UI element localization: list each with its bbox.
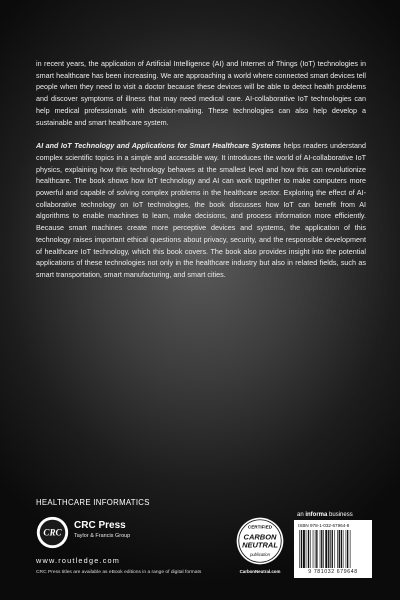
- publisher-name: CRC Press: [74, 520, 126, 531]
- back-cover-description: [36, 58, 366, 293]
- informa-business-label: [297, 512, 353, 518]
- badge-main-line1: CARBON: [243, 532, 277, 542]
- informa-prefix: an: [297, 512, 306, 518]
- crc-press-logo: [36, 516, 69, 549]
- ebook-note: CRC Press titles are available as eBook editions in a range of digital formats: [36, 570, 202, 575]
- badge-main-line2: NEUTRAL: [242, 540, 278, 550]
- badge-top-text: CERTIFIED: [247, 524, 273, 530]
- book-title-inline: AI and IoT Technology and Applications for Smart Healthcare Systems: [36, 141, 282, 151]
- publisher-website: www.routledge.com: [36, 556, 121, 565]
- carbon-neutral-badge: [235, 516, 285, 566]
- barcode-panel: [294, 520, 372, 578]
- description-paragraph-2: [36, 140, 366, 280]
- barcode-digits: 9 781032 679648: [308, 569, 358, 575]
- badge-bottom-text: publication: [250, 552, 270, 557]
- isbn-label: ISBN 978-1-032-67964-8: [298, 523, 350, 528]
- publisher-group: Taylor & Francis Group: [74, 533, 131, 539]
- crc-logo-text: CRC: [43, 527, 62, 538]
- description-paragraph-2-body: helps readers understand complex scientific topics in a simple and accessible way. It introduces the world of AI-collaborative IoT physics, explaining how this technology behaves at the smallest level and how this can revolutionize healthcare. The book shows how IoT technology and AI can work together to make computers more powerful and capable of solving complex problems in the healthcare sector. Exploring the effect of AI-collaborative technology on IoT technologies, the book discusses how IoT can benefit from AI algorithms to enable machines to learn, make decisions, and process information more efficiently. Because smart machines create more perceptive devices and systems, the application of this technology raises important ethical questions about privacy, security, and the responsible development of healthcare IoT technology, which this book covers. The book also provides insight into the potential applications of these technologies not only in the healthcare industry but also in related fields, such as smart transportation, smart manufacturing, and smart cities.: [36, 141, 367, 279]
- description-paragraph-1: in recent years, the application of Artificial Intelligence (AI) and Internet of Things (IoT) technologies in smart healthcare has been increasing. We are approaching a world where connected smart devices tell people when they need to visit a doctor because these devices will be able to detect health problems and discover symptoms of illness that may need medical care. AI-collaborative IoT technologies can help medical professionals with decision-making. These technologies can also help develop a sustainable and smart healthcare system.: [36, 59, 366, 127]
- informa-suffix: business: [327, 512, 353, 518]
- carbon-neutral-url: CarbonNeutral.com: [239, 569, 281, 574]
- barcode-graphic: [298, 530, 368, 568]
- category-label: HEALTHCARE INFORMATICS: [36, 498, 150, 507]
- informa-brand: informa: [305, 512, 328, 518]
